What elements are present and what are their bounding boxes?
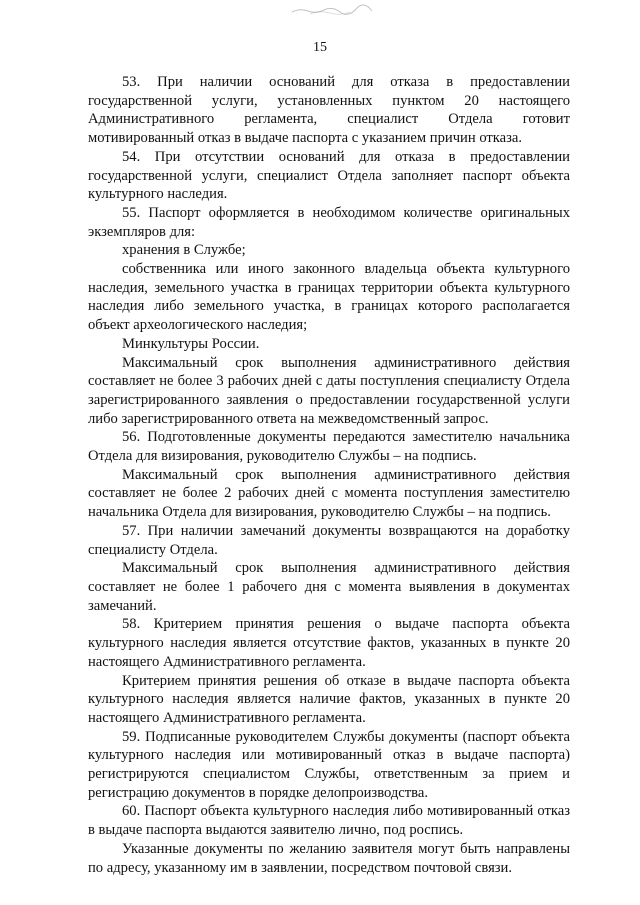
paragraph-55: 55. Паспорт оформляется в необходимом количестве оригинальных экземпляров для: (88, 204, 570, 240)
paragraph-57: 57. При наличии замечаний документы возвращаются на доработку специалисту Отдела. (88, 522, 570, 558)
list-item-owner: собственника или иного законного владельца объекта культурного наследия, земельного участка в границах территории объекта культурного наследия либо земельного участка, в границах которого располагается объект археологического наследия; (88, 261, 570, 334)
paragraph-53: 53. При наличии оснований для отказа в предоставлении государственной услуги, установленных пунктом 20 настоящего Административного регламента, специалист Отдела готовит мотивированный отказ в выдаче паспорта с указанием причин отказа. (88, 74, 570, 147)
page-number: 15 (313, 40, 327, 55)
paragraph-58: 58. Критерием принятия решения о выдаче паспорта объекта культурного наследия является отсутствие фактов, указанных в пункте 20 настоящего Административного регламента. (88, 616, 570, 670)
paragraph-60: 60. Паспорт объекта культурного наследия либо мотивированный отказ в выдаче паспорта выдаются заявителю лично, под роспись. (88, 803, 570, 839)
paragraph-deadline-2-days: Максимальный срок выполнения административного действия составляет не более 2 рабочих дней с момента поступления заместителю начальника Отдела для визирования, руководителю Службы – на подпись. (88, 466, 570, 521)
paragraph-deadline-3-days: Максимальный срок выполнения административного действия составляет не более 3 рабочих дней с даты поступления специалисту Отдела зарегистрированного заявления о предоставлении государственной услуги либо зарегистрированного ответа на межведомственный запрос. (88, 354, 570, 427)
document-body (88, 73, 570, 877)
list-item-ministry: Минкультуры России. (122, 335, 260, 352)
scan-smudge-mark (290, 4, 374, 16)
paragraph-deadline-1-day: Максимальный срок выполнения административного действия составляет не более 1 рабочего дня с момента выявления в документах замечаний. (88, 560, 570, 614)
paragraph-refusal-criterion: Критерием принятия решения об отказе в выдаче паспорта объекта культурного наследия является наличие фактов, указанных в пункте 20 настоящего Административного регламента. (88, 672, 570, 726)
list-item-service-storage: хранения в Службе; (122, 242, 246, 259)
paragraph-59: 59. Подписанные руководителем Службы документы (паспорт объекта культурного наследия или мотивированный отказ в выдаче паспорта) регистрируются специалистом Службы, ответственным за прием и регистрацию документов в порядке делопроизводства. (88, 728, 570, 801)
paragraph-54: 54. При отсутствии оснований для отказа в предоставлении государственной услуги, специалист Отдела заполняет паспорт объекта культурного наследия. (88, 148, 570, 203)
paragraph-56: 56. Подготовленные документы передаются заместителю начальника Отдела для визирования, руководителю Службы – на подпись. (88, 429, 570, 465)
paragraph-postal-delivery: Указанные документы по желанию заявителя могут быть направлены по адресу, указанному им в заявлении, посредством почтовой связи. (88, 840, 570, 876)
